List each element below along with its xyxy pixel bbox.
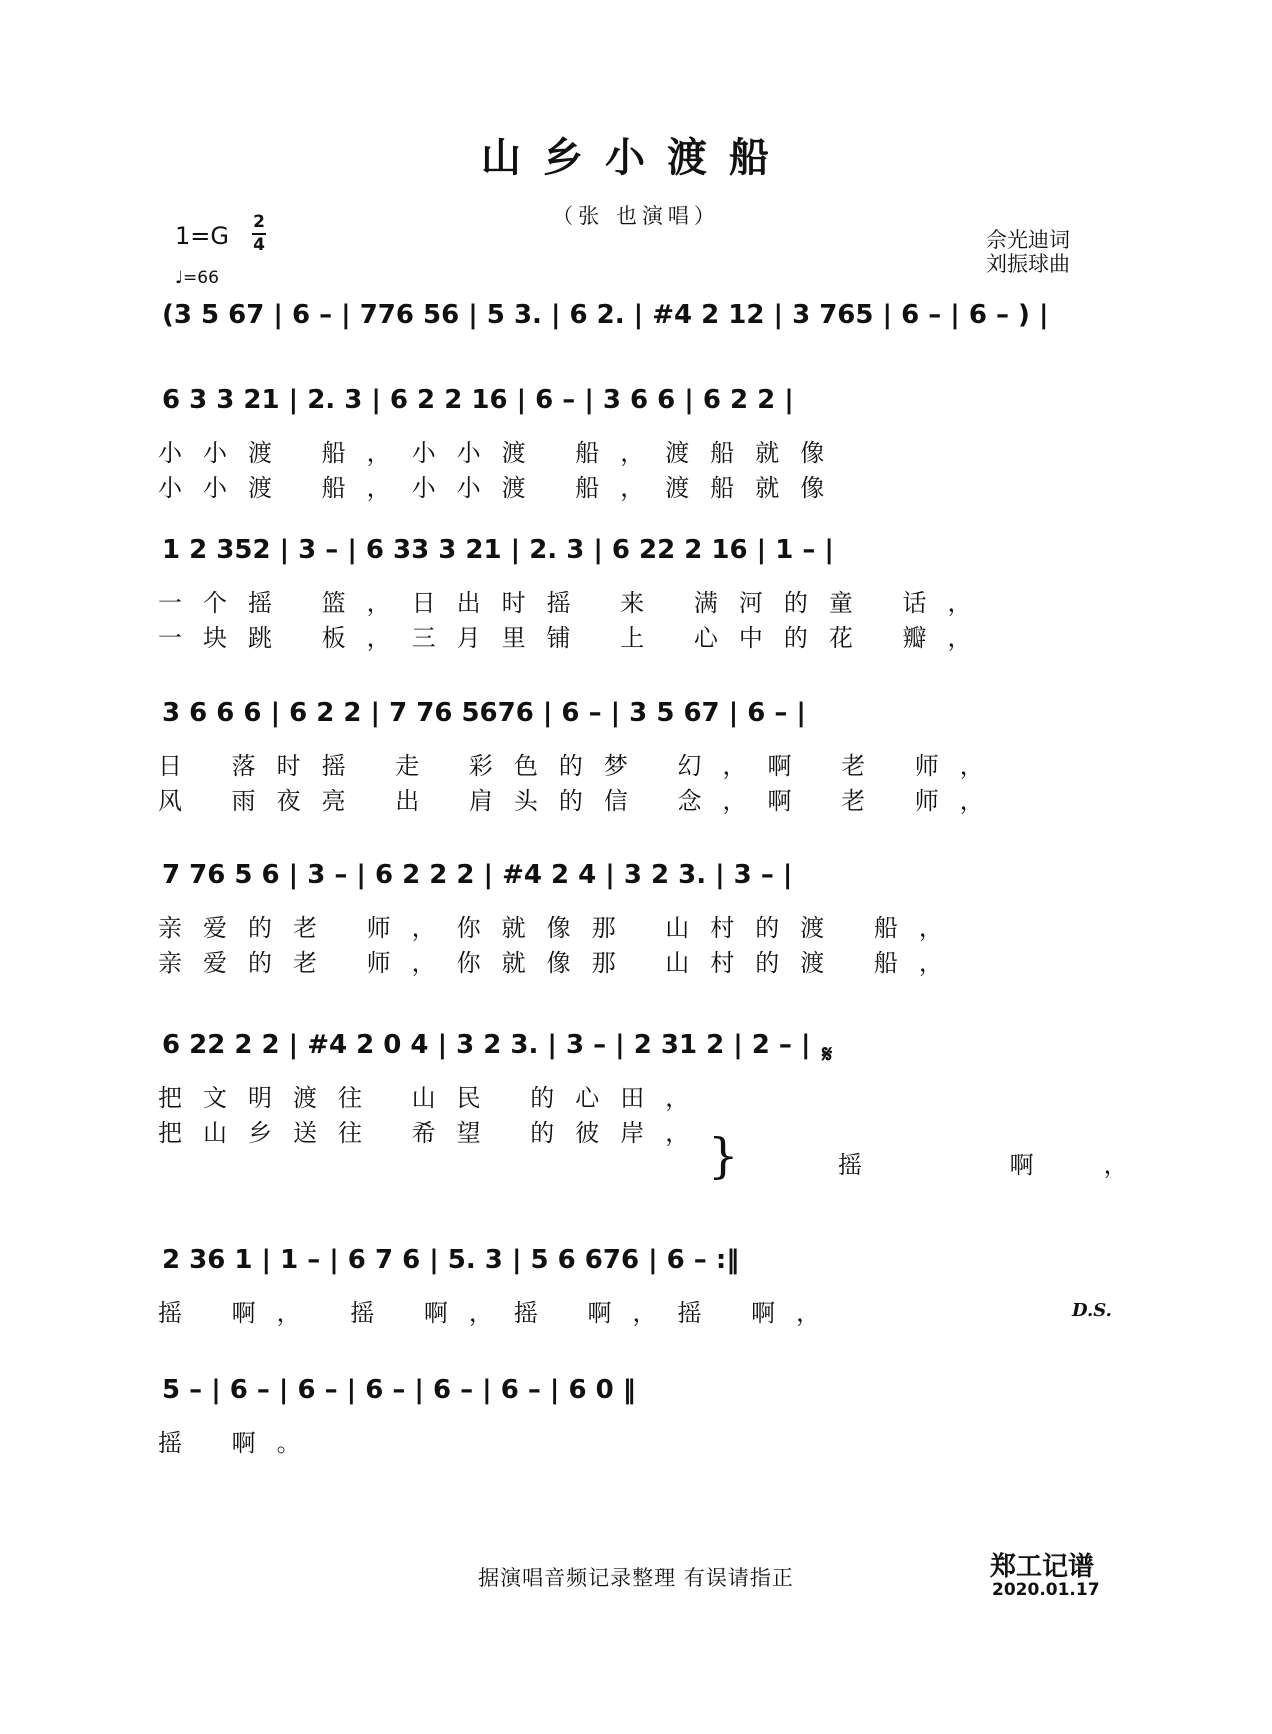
tempo-marking: ♩=66	[175, 268, 219, 288]
notes-line: 2 36 1 | 1 – | 6 7 6 | 5. 3 | 5 6 676 | 6 – :‖	[162, 1245, 740, 1275]
ds-mark: D.S.	[1072, 1300, 1112, 1321]
notes-line: (3 5 67 | 6 – | 776 56 | 5 3. | 6 2. | #4 2 12 | 3 765 | 6 – | 6 – ) |	[162, 300, 1049, 330]
lyric-verse-1: 日 落时摇 走 彩色的梦 幻，啊 老 师，	[158, 752, 1005, 780]
credits	[986, 228, 1070, 276]
key-signature: 1=G	[175, 222, 229, 250]
notes-line: 1 2 352 | 3 – | 6 33 3 21 | 2. 3 | 6 22 2 16 | 1 – |	[162, 535, 834, 565]
footer-note: 据演唱音频记录整理 有误请指正	[478, 1566, 794, 1590]
refrain-lyric: 摇 啊，	[838, 1151, 1198, 1179]
lyric-verse-2: 风 雨夜亮 出 肩头的信 念，啊 老 师，	[158, 787, 1005, 815]
notes-line: 7 76 5 6 | 3 – | 6 2 2 2 | #4 2 4 | 3 2 3. | 3 – |	[162, 860, 793, 890]
lyric-verse-1: 把文明渡往 山民 的心田，	[158, 1084, 711, 1112]
notes-line: 6 22 2 2 | #4 2 0 4 | 3 2 3. | 3 – | 2 31 2 | 2 – |	[162, 1030, 811, 1060]
lyric-verse-1: 一个摇 篮，日出时摇 来 满河的童 话，	[158, 589, 993, 617]
date-stamp: 2020.01.17	[992, 1580, 1100, 1600]
score-system-2	[0, 385, 1272, 535]
verse-brace: }	[708, 1128, 739, 1184]
lyric-line: 摇 啊。	[158, 1429, 322, 1457]
score-system-4	[0, 698, 1272, 848]
lyricist-credit: 佘光迪词	[986, 228, 1070, 252]
lyric-line: 摇 啊， 摇 啊，摇 啊，摇 啊，	[158, 1299, 842, 1327]
notes-line: 3 6 6 6 | 6 2 2 | 7 76 5676 | 6 – | 3 5 67 | 6 – |	[162, 698, 806, 728]
lyric-verse-2: 小小渡 船，小小渡 船，渡船就像	[158, 474, 846, 502]
time-signature-bottom: 4	[253, 235, 265, 255]
score-system-3	[0, 535, 1272, 685]
segno-sign: 𝄋	[822, 1040, 833, 1068]
notes-line: 5 – | 6 – | 6 – | 6 – | 6 – | 6 – | 6 0 ‖	[162, 1375, 636, 1405]
lyric-verse-2: 把山乡送往 希望 的彼岸，	[158, 1119, 711, 1147]
composer-credit: 刘振球曲	[986, 252, 1070, 276]
score-system-8	[0, 1375, 1272, 1525]
score-system-5	[0, 860, 1272, 1010]
time-signature-top: 2	[253, 212, 265, 232]
lyric-verse-1: 亲爱的老 师，你就像那 山村的渡 船，	[158, 914, 964, 942]
lyric-verse-2: 一块跳 板，三月里铺 上 心中的花 瓣，	[158, 624, 993, 652]
song-title: 山乡小渡船	[481, 134, 791, 181]
notes-line: 6 3 3 21 | 2. 3 | 6 2 2 16 | 6 – | 3 6 6 | 6 2 2 |	[162, 385, 794, 415]
lyric-verse-1: 小小渡 船，小小渡 船，渡船就像	[158, 439, 846, 467]
time-signature	[252, 213, 266, 255]
notetaker-signature: 郑工记谱	[990, 1552, 1095, 1582]
performer-subtitle: （张 也演唱）	[552, 204, 720, 228]
lyric-verse-2: 亲爱的老 师，你就像那 山村的渡 船，	[158, 949, 964, 977]
